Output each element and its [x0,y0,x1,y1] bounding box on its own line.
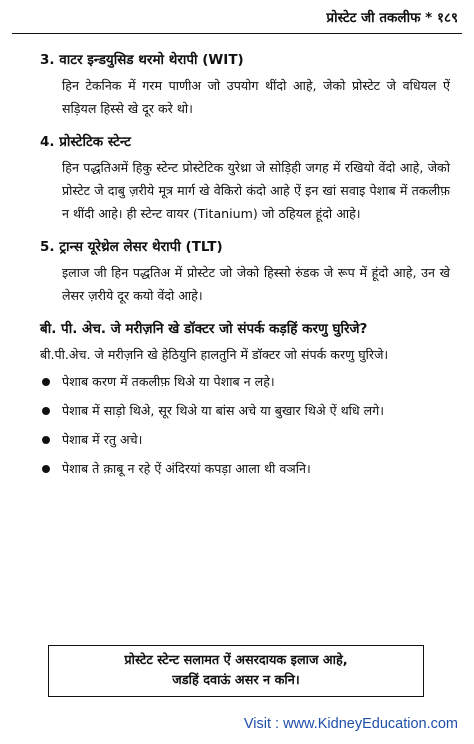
question-section [40,319,450,480]
list-item-text: पेशाब करण में तकलीफ़ थिअे या पेशाब न लहे। [62,374,275,389]
symptom-list [40,370,450,480]
section-heading: 5. ट्रान्स यूरेथ्रेल लेसर थेरापी (TLT) [40,239,223,255]
list-item-text: पेशाब में साड़ो थिअे, सूर थिअे या बांस अचे या बुखार थिअे ऐं थधि लगे। [62,403,385,418]
section-heading: 3. वाटर इन्डयुसिड थरमो थेरापी (WIT) [40,52,244,68]
section-wit [40,50,450,120]
list-item [40,428,450,451]
question-heading: बी. पी. अेच. जे मरीज़नि खे डॉक्टर जो संपर्क कड़हिं करणु घुरिजे? [40,321,368,337]
list-item [40,457,450,480]
list-item [40,399,450,422]
bullet-icon [42,465,50,473]
list-item [40,370,450,393]
visit-link[interactable]: Visit : www.KidneyEducation.com [243,716,458,732]
list-item-text: पेशाब ते क़ाबू न रहे ऐं अंदिरयां कपड़ा आला थी वञनि। [62,461,311,476]
section-body: इलाज जी हिन पद्धतिअ में प्रोस्टेट जो जेको हिस्सो रुंडक जे रूप में हूंदो आहे, उन खे लेसर ज़रीये दूर कयो वेंदो आहे। [62,265,450,303]
bullet-icon [42,436,50,444]
section-tlt [40,237,450,307]
question-intro: बी.पी.अेच. जे मरीज़नि खे हेठियुनि हालतुनि में डॉक्टर जो संपर्क करणु घुरिजे। [40,347,389,362]
callout-box [48,645,424,697]
bullet-icon [42,407,50,415]
section-prostatic-stent [40,132,450,225]
list-item-text: पेशाब में रतु अचे। [62,432,143,447]
section-heading: 4. प्रोस्टेटिक स्टेन्ट [40,134,131,150]
section-body: हिन टेकनिक में गरम पाणीअ जो उपयोग थींदो आहे, जेको प्रोस्टेट जे वधियल ऐं सड़ियल हिस्से खे दूर करे थो। [62,78,450,116]
page-content [40,50,450,486]
running-header: प्रोस्टेट जी तकलीफ * १८९ [326,10,458,26]
bullet-icon [42,378,50,386]
callout-line-2: जडहिं दवाऊं असर न कनि। [172,673,300,688]
header-divider [12,33,462,34]
section-body: हिन पद्धतिअमें हिकु स्टेन्ट प्रोस्टेटिक युरेथ्रा जे सोड़िही जगह में रखियो वेंदो आहे, जेको प्रोस्टेट जे दाबु ज़रीये मूत्र मार्ग खे वेकिरो कंदो आहे ऐं इन खां सवाइ पेशाब में तकलीफ़ न थींदी आहे। ही स्टेन्ट वायर (Titanium) जो ठहियल हूंदो आहे। [62,160,450,221]
callout-line-1: प्रोस्टेट स्टेन्ट सलामत ऐं असरदायक इलाज आहे, [124,653,348,668]
